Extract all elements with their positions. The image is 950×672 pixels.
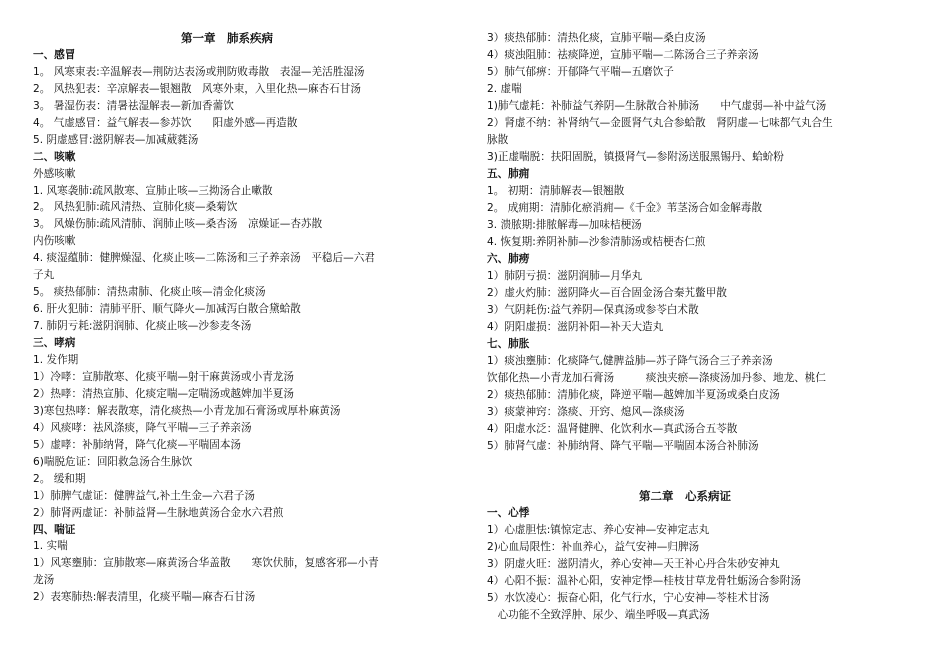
text-line: 1）心虚胆怯:镇惊定志、养心安神—安神定志丸 (487, 524, 710, 536)
text-line: 3. 溃脓期:排脓解毒—加味桔梗汤 (487, 219, 642, 231)
text-line: 子丸 (33, 269, 55, 281)
text-line: 1）肺脾气虚证：健脾益气,补土生金—六君子汤 (33, 490, 255, 502)
text-line: 4. 恢复期:养阴补肺—沙参清肺汤或桔梗杏仁煎 (487, 236, 706, 248)
text-line: 3）气阴耗伤:益气养阴—保真汤或参苓白术散 (487, 304, 699, 316)
text-line: 2。 风热犯表：辛凉解表—银翘散 风寒外束，入里化热—麻杏石甘汤 (33, 83, 361, 95)
text-line: 2。 风热犯肺:疏风清热、宣肺化痰—桑菊饮 (33, 201, 238, 213)
section-heading-s-xiaobing: 三、哮病 (33, 337, 76, 349)
text-line: 7. 肺阴亏耗:滋阴润肺、化痰止咳—沙参麦冬汤 (33, 320, 252, 332)
text-line: 4）阴阳虚损：滋阴补阳—补天大造丸 (487, 321, 664, 333)
section-heading-s-ganmao: 一、感冒 (33, 49, 76, 61)
text-line: 1. 实喘 (33, 540, 68, 552)
text-line: 2）表寒肺热:解表清里，化痰平喘—麻杏石甘汤 (33, 591, 256, 603)
text-line: 2)心血局限性：补血养心，益气安神—归脾汤 (487, 541, 700, 553)
section-heading-s-kesou: 二、咳嗽 (33, 151, 76, 163)
text-line: 心功能不全致浮肿、尿少、端坐呼吸—真武汤 (487, 609, 710, 621)
text-line: 3)寒包热哮：解表散寒，清化痰热—小青龙加石膏汤或厚朴麻黄汤 (33, 405, 341, 417)
text-line: 1）风寒壅肺：宣肺散寒—麻黄汤合华盖散 寒饮伏肺，复感客邪—小青 (33, 557, 379, 569)
text-line: 2）热哮：清热宣肺、化痰定喘—定喘汤或越婢加半夏汤 (33, 388, 294, 400)
text-line: 6)喘脱危证：回阳救急汤合生脉饮 (33, 456, 193, 468)
text-line: 5。 痰热郁肺：清热肃肺、化痰止咳—清金化痰汤 (33, 286, 266, 298)
text-line: 3）痰蒙神窍：涤痰、开窍、熄风—涤痰汤 (487, 406, 685, 418)
text-line: 4. 痰湿蕴肺：健脾燥湿、化痰止咳—二陈汤和三子养亲汤 平稳后—六君 (33, 252, 375, 264)
text-line: 外感咳嗽 (33, 168, 76, 180)
section-heading-s-feizhang: 七、肺胀 (487, 338, 530, 350)
text-line: 2）痰热郁肺：清肺化痰，降逆平喘—越婢加半夏汤或桑白皮汤 (487, 389, 780, 401)
text-line: 5）肺气郁痹：开郁降气平喘—五磨饮子 (487, 66, 674, 78)
text-line: 3)正虚喘脱：扶阳固脱，镇摄肾气—参附汤送服黑锡丹、蛤蚧粉 (487, 151, 784, 163)
text-line: 2）肾虚不纳：补肾纳气—金匮肾气丸合参蛤散 肾阴虚—七味都气丸合生 (487, 117, 833, 129)
text-line: 龙汤 (33, 574, 55, 586)
text-line: 2. 虚喘 (487, 83, 522, 95)
text-line: 3）阴虚火旺：滋阴清火，养心安神—天王补心丹合朱砂安神丸 (487, 558, 780, 570)
text-line: 3。 风燥伤肺:疏风清肺、润肺止咳—桑杏汤 凉燥证—杏苏散 (33, 218, 323, 230)
text-line: 4）痰浊阻肺：祛痰降逆，宣肺平喘—二陈汤合三子养亲汤 (487, 49, 759, 61)
text-line: 饮郁化热—小青龙加石膏汤 痰浊夹瘀—涤痰汤加丹参、地龙、桃仁 (487, 372, 826, 384)
text-line: 4）阳虚水泛：温肾健脾、化饮利水—真武汤合五苓散 (487, 423, 738, 435)
text-line: 4）风痰哮：祛风涤痰，降气平喘—三子养亲汤 (33, 422, 252, 434)
text-line: 1）肺阴亏损：滋阴润肺—月华丸 (487, 270, 643, 282)
text-line: 2）肺肾两虚证：补肺益肾—生脉地黄汤合金水六君煎 (33, 507, 284, 519)
chapter-title-ch2-title: 第二章 心系病证 (639, 489, 731, 503)
text-line: 1。 初期：清肺解表—银翘散 (487, 185, 625, 197)
text-line: 4）心阳不振：温补心阳，安神定悸—桂枝甘草龙骨牡蛎汤合参附汤 (487, 575, 801, 587)
text-line: 1)肺气虚耗：补肺益气养阴—生脉散合补肺汤 中气虚弱—补中益气汤 (487, 100, 827, 112)
text-line: 6. 肝火犯肺：清肺平肝、顺气降火—加减泻白散合黛蛤散 (33, 303, 301, 315)
section-heading-s-feilao: 六、肺痨 (487, 253, 530, 265)
text-line: 2。 缓和期 (33, 473, 86, 485)
text-line: 内伤咳嗽 (33, 235, 76, 247)
chapter-title-ch1-title: 第一章 肺系疾病 (181, 31, 273, 45)
text-line: 2）虚火灼肺：滋阴降火—百合固金汤合秦艽鳖甲散 (487, 287, 727, 299)
text-line: 2。 成痈期：清肺化瘀消痈—《千金》苇茎汤合如金解毒散 (487, 202, 762, 214)
section-heading-s-feiyong: 五、肺痈 (487, 168, 530, 180)
text-line: 5）虚哮：补肺纳肾，降气化痰—平喘固本汤 (33, 439, 242, 451)
text-line: 4。 气虚感冒：益气解表—参苏饮 阳虚外感—再造散 (33, 117, 298, 129)
text-line: 5）肺肾气虚：补肺纳肾、降气平喘—平喘固本汤合补肺汤 (487, 440, 759, 452)
text-line: 3）痰热郁肺：清热化痰，宣肺平喘—桑白皮汤 (487, 32, 706, 44)
text-line: 3。 暑湿伤表：清暑祛湿解表—新加香薷饮 (33, 100, 234, 112)
text-line: 1. 风寒袭肺:疏风散寒、宣肺止咳—三拗汤合止嗽散 (33, 185, 273, 197)
text-line: 5）水饮凌心：振奋心阳，化气行水，宁心安神—苓桂术甘汤 (487, 592, 770, 604)
section-heading-s-xinji: 一、心悸 (487, 507, 530, 519)
text-line: 脉散 (487, 134, 509, 146)
section-heading-s-chuanzheng: 四、喘证 (33, 524, 76, 536)
text-line: 1。 风寒束表:辛温解表—荆防达表汤或荆防败毒散 表湿—羌活胜湿汤 (33, 66, 365, 78)
text-line: 1）冷哮：宣肺散寒、化痰平喘—射干麻黄汤或小青龙汤 (33, 371, 294, 383)
text-line: 1）痰浊壅肺：化痰降气,健脾益肺—苏子降气汤合三子养亲汤 (487, 355, 773, 367)
text-line: 5. 阴虚感冒:滋阴解表—加减葳蕤汤 (33, 134, 199, 146)
text-line: 1. 发作期 (33, 354, 79, 366)
